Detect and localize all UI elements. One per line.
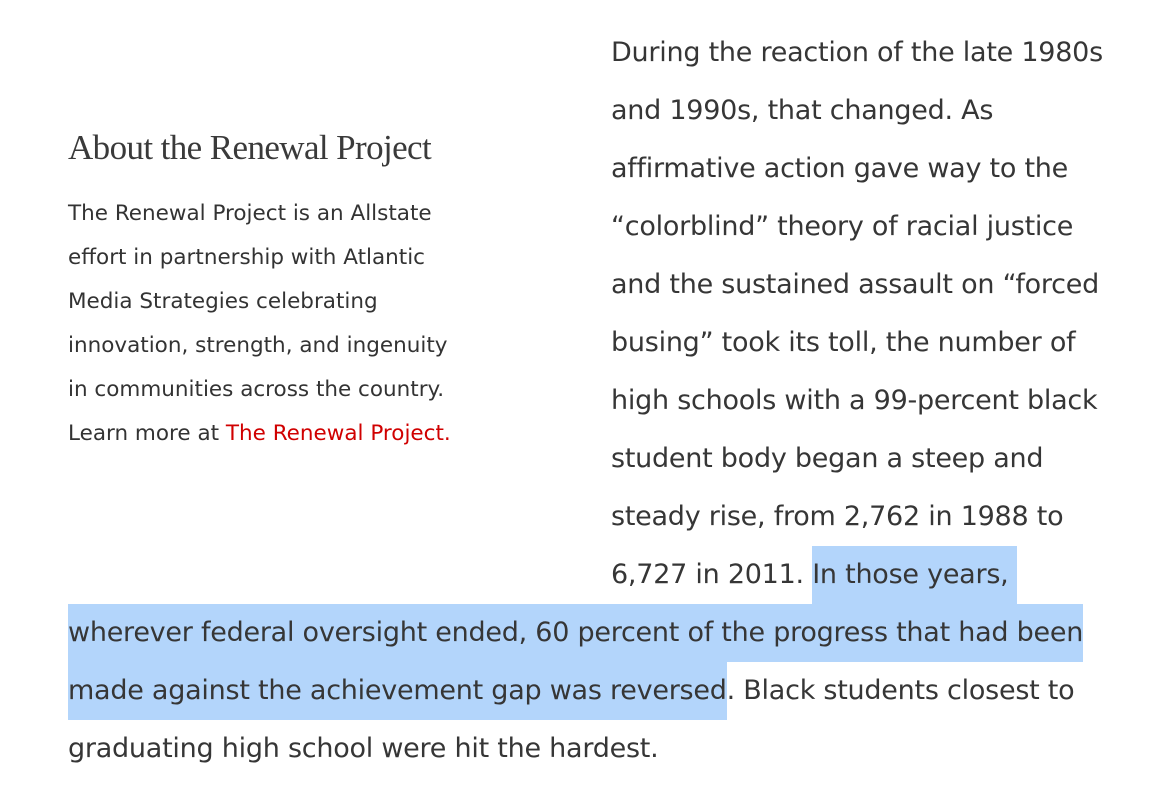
renewal-project-link[interactable]: The Renewal Project.	[225, 421, 451, 446]
article-line	[611, 546, 1017, 604]
selected-text: made against the achievement gap was reversed	[68, 662, 727, 720]
article-text: . Black students closest to	[726, 675, 1075, 706]
article-line: and the sustained assault on “forced	[611, 269, 1099, 300]
article-line: busing” took its toll, the number of	[611, 327, 1076, 358]
sidebar-title: About the Renewal Project	[68, 128, 432, 167]
article-text: 6,727 in 2011.	[611, 559, 813, 590]
article-line	[68, 604, 1083, 662]
article-line: and 1990s, that changed. As	[611, 95, 994, 126]
article-line	[68, 662, 1074, 720]
article-line: affirmative action gave way to the	[611, 153, 1069, 184]
article-line: student body began a steep and	[611, 443, 1044, 474]
sidebar-line-learn-more	[68, 412, 478, 456]
article-line: high schools with a 99-percent black	[611, 385, 1098, 416]
sidebar-line: in communities across the country.	[68, 377, 445, 402]
article-line: During the reaction of the late 1980s	[611, 37, 1103, 68]
article-line: “colorblind” theory of racial justice	[611, 211, 1074, 242]
about-renewal-sidebar	[68, 126, 478, 456]
sidebar-line: innovation, strength, and ingenuity	[68, 333, 448, 358]
sidebar-line: effort in partnership with Atlantic	[68, 245, 426, 270]
article-line: graduating high school were hit the hardest.	[68, 733, 659, 764]
sidebar-description	[68, 192, 478, 456]
article-line: steady rise, from 2,762 in 1988 to	[611, 501, 1064, 532]
sidebar-line: The Renewal Project is an Allstate	[68, 201, 432, 226]
learn-more-prefix: Learn more at	[68, 421, 226, 446]
sidebar-line: Media Strategies celebrating	[68, 289, 378, 314]
selected-text: In those years,	[812, 546, 1017, 604]
selected-text: wherever federal oversight ended, 60 percent of the progress that had been	[68, 604, 1083, 662]
